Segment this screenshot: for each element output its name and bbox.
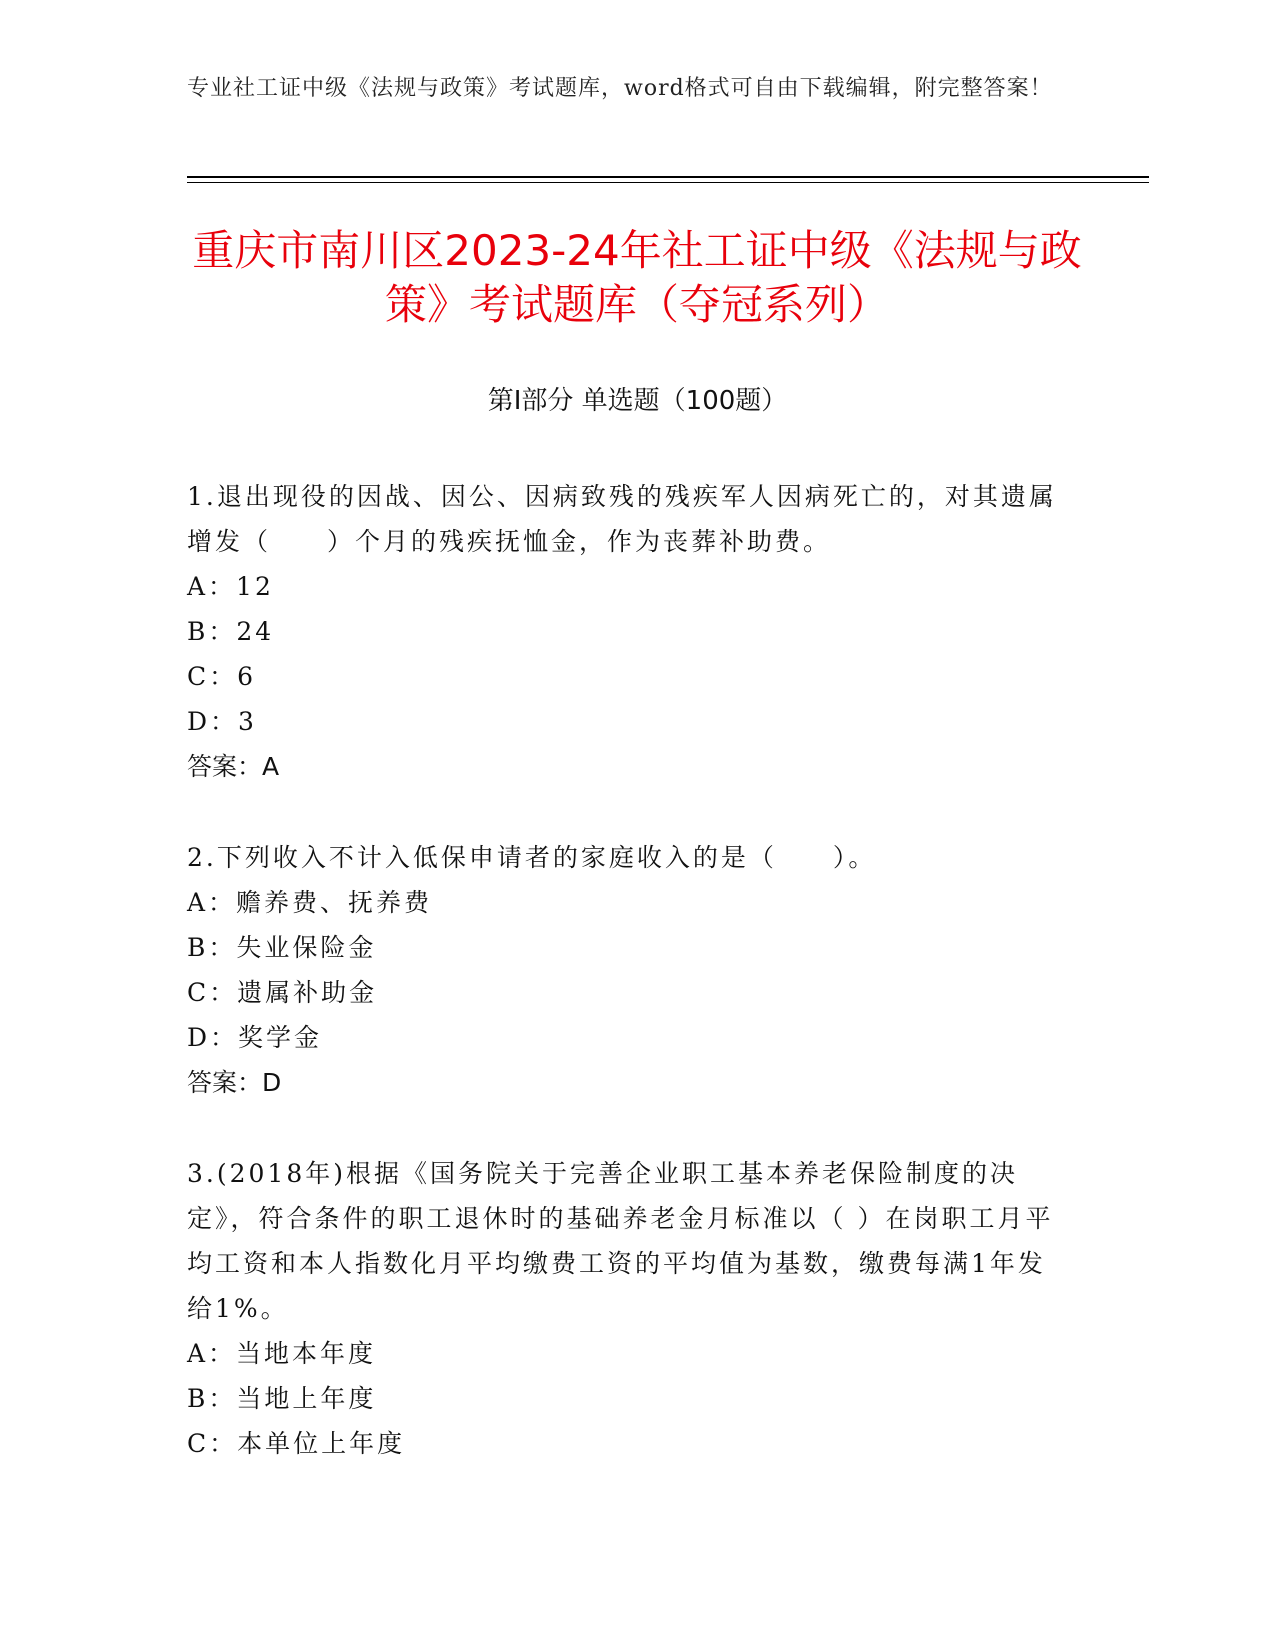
- header-note: 专业社工证中级《法规与政策》考试题库，word格式可自由下载编辑，附完整答案！: [187, 76, 1053, 101]
- question-3: [187, 1151, 1067, 1466]
- option-a: A：当地本年度: [187, 1339, 377, 1368]
- option-b: B：失业保险金: [187, 933, 377, 962]
- header-divider-thick: [187, 176, 1149, 178]
- question-list: [187, 474, 1067, 1512]
- option-b: B：24: [187, 617, 275, 646]
- question-stem: 1.退出现役的因战、因公、因病致残的残疾军人因病死亡的，对其遗属增发（ ）个月的残疾抚恤金，作为丧葬补助费。: [187, 482, 1057, 556]
- question-stem: 2.下列收入不计入低保申请者的家庭收入的是（ ）。: [187, 843, 877, 872]
- option-b: B：当地上年度: [187, 1384, 377, 1413]
- option-c: C：遗属补助金: [187, 978, 378, 1007]
- option-d: D：3: [187, 707, 257, 736]
- header-divider-thin: [187, 182, 1149, 183]
- question-2: [187, 835, 1067, 1105]
- section-title: 第I部分 单选题（100题）: [487, 386, 788, 416]
- document-title: 重庆市南川区2023-24年社工证中级《法规与政策》考试题库（夺冠系列）: [192, 226, 1082, 329]
- option-a: A：12: [187, 572, 274, 601]
- question-1: [187, 474, 1067, 789]
- option-c: C：本单位上年度: [187, 1429, 406, 1458]
- answer: 答案：D: [187, 1068, 282, 1097]
- option-d: D：奖学金: [187, 1023, 323, 1052]
- option-a: A：赡养费、抚养费: [187, 888, 433, 917]
- question-stem: 3.(2018年)根据《国务院关于完善企业职工基本养老保险制度的决定》，符合条件的职工退休时的基础养老金月标准以（ ）在岗职工月平均工资和本人指数化月平均缴费工资的平均值为基数，缴费每满1年发给1%。: [187, 1159, 1054, 1323]
- option-c: C：6: [187, 662, 257, 691]
- answer: 答案：A: [187, 752, 280, 781]
